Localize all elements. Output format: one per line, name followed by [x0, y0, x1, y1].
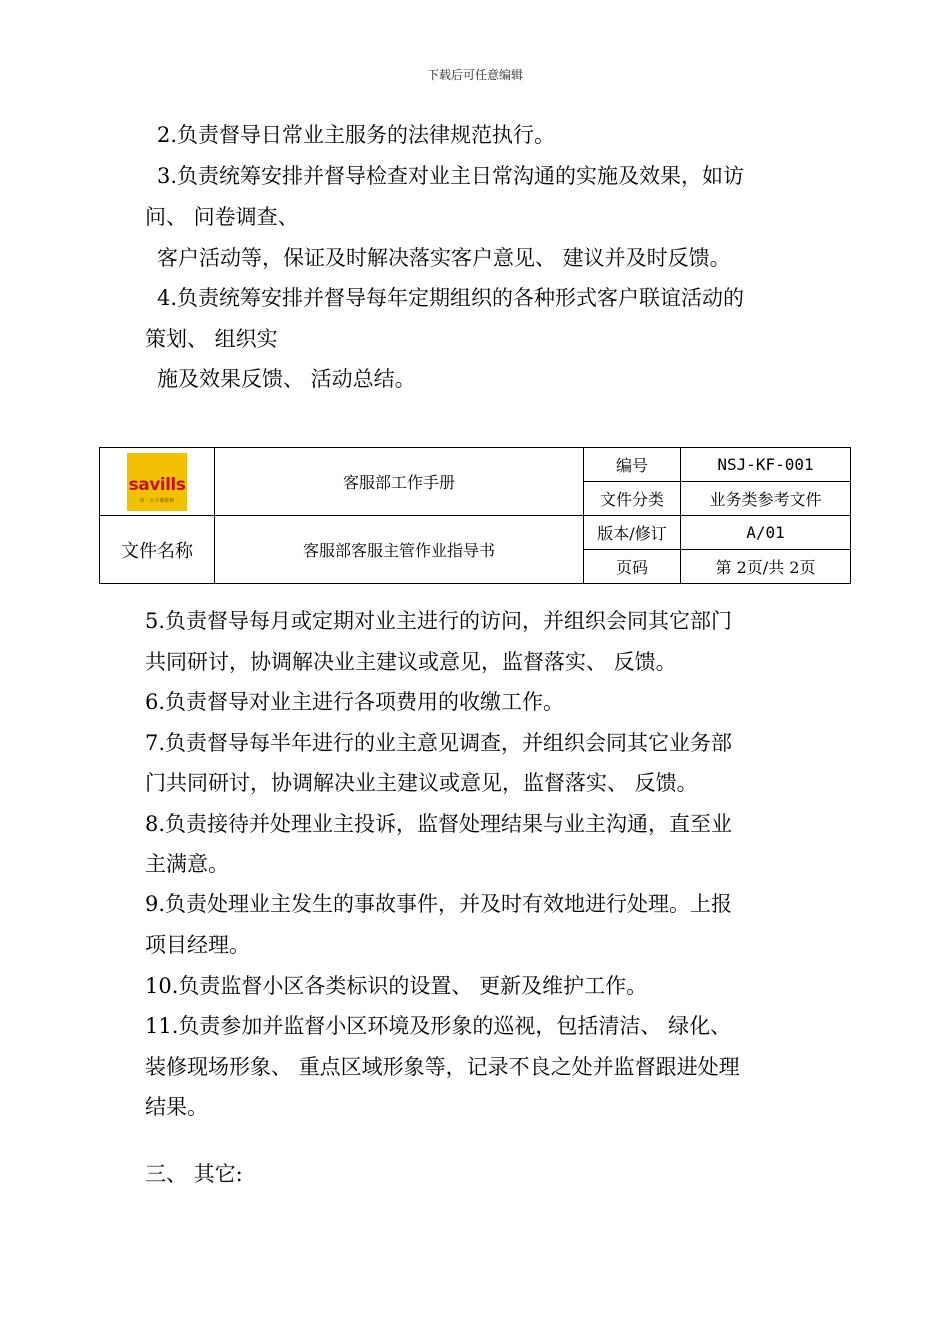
duty-item-2: 2.负责督导日常业主服务的法律规范执行。 — [157, 123, 556, 147]
duty-item-8: 8.负责接待并处理业主投诉，监督处理结果与业主沟通，直至业 — [145, 812, 733, 836]
file-name-label: 文件名称 — [100, 516, 215, 584]
duty-item-5: 5.负责督导每月或定期对业主进行的访问，并组织会同其它部门 — [145, 609, 733, 633]
document-header-table — [99, 447, 851, 584]
duty-item-11-cont: 装修现场形象、 重点区域形象等，记录不良之处并监督跟进处理 — [145, 1055, 740, 1079]
duty-item-8-cont: 主满意。 — [145, 852, 229, 876]
duty-item-4-cont2: 施及效果反馈、 活动总结。 — [157, 367, 416, 391]
duty-item-9-cont: 项目经理。 — [145, 933, 250, 957]
page-value: 第 2页/共 2页 — [681, 550, 851, 584]
category-value: 业务类参考文件 — [681, 482, 851, 516]
duty-item-4: 4.负责统筹安排并督导每年定期组织的各种形式客户联谊活动的 — [157, 286, 745, 310]
version-value: A/01 — [681, 516, 851, 550]
duty-item-3-cont2: 客户活动等，保证及时解决落实客户意见、 建议并及时反馈。 — [157, 246, 731, 270]
file-name-value: 客服部客服主管作业指导书 — [215, 516, 584, 584]
category-label: 文件分类 — [584, 482, 681, 516]
duty-item-3: 3.负责统筹安排并督导检查对业主日常沟通的实施及效果，如访 — [157, 164, 745, 188]
logo-cell — [100, 448, 215, 516]
page-header-note: 下载后可任意编辑 — [426, 68, 523, 82]
duty-item-3-cont: 问、 问卷调查、 — [145, 205, 299, 229]
duty-item-5-cont: 共同研讨，协调解决业主建议或意见，监督落实、 反馈。 — [145, 650, 677, 674]
number-value: NSJ-KF-001 — [681, 448, 851, 482]
logo-wordmark: savills — [128, 474, 186, 495]
logo-subtext: 第一太平戴维斯 — [139, 497, 175, 504]
manual-title: 客服部工作手册 — [215, 448, 584, 516]
duty-item-10: 10.负责监督小区各类标识的设置、 更新及维护工作。 — [145, 974, 648, 998]
version-label: 版本/修订 — [584, 516, 681, 550]
number-label: 编号 — [584, 448, 681, 482]
duty-item-4-cont: 策划、 组织实 — [145, 327, 278, 351]
savills-logo — [127, 453, 187, 511]
duty-item-11: 11.负责参加并监督小区环境及形象的巡视，包括清洁、 绿化、 — [145, 1014, 732, 1038]
duty-item-7: 7.负责督导每半年进行的业主意见调查，并组织会同其它业务部 — [145, 731, 733, 755]
section-heading-other: 三、 其它: — [145, 1162, 243, 1186]
duty-item-7-cont: 门共同研讨，协调解决业主建议或意见，监督落实、 反馈。 — [145, 771, 698, 795]
duty-item-11-cont2: 结果。 — [145, 1095, 208, 1119]
duty-item-9: 9.负责处理业主发生的事故事件，并及时有效地进行处理。上报 — [145, 892, 733, 916]
duty-item-6: 6.负责督导对业主进行各项费用的收缴工作。 — [145, 690, 565, 714]
page-label: 页码 — [584, 550, 681, 584]
